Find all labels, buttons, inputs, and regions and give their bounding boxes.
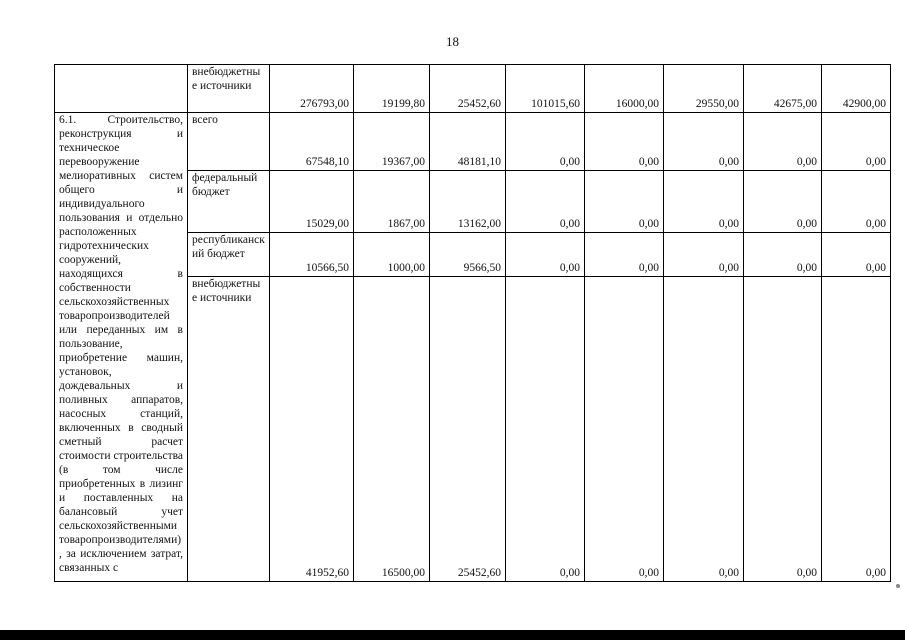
amount-cell: 16000,00 [585, 65, 664, 113]
funding-source: республиканский бюджет [188, 233, 270, 277]
amount-cell: 0,00 [506, 277, 585, 582]
amount-cell: 0,00 [506, 113, 585, 171]
funding-source: федеральный бюджет [188, 171, 270, 233]
amount-cell: 0,00 [822, 113, 891, 171]
amount-cell: 16500,00 [354, 277, 430, 582]
amount-cell: 42900,00 [822, 65, 891, 113]
amount-cell: 0,00 [664, 171, 744, 233]
amount-cell: 0,00 [585, 171, 664, 233]
table-row [55, 113, 891, 171]
amount-cell: 0,00 [506, 233, 585, 277]
amount-cell: 0,00 [744, 113, 822, 171]
amount-cell: 0,00 [585, 113, 664, 171]
scan-speck [896, 584, 900, 588]
amount-cell: 0,00 [822, 277, 891, 582]
amount-cell: 13162,00 [430, 171, 506, 233]
amount-cell: 1867,00 [354, 171, 430, 233]
amount-cell: 48181,10 [430, 113, 506, 171]
amount-cell: 0,00 [664, 233, 744, 277]
funding-source: всего [188, 113, 270, 171]
amount-cell: 15029,00 [270, 171, 354, 233]
table-row [55, 65, 891, 113]
amount-cell: 0,00 [585, 277, 664, 582]
amount-cell: 276793,00 [270, 65, 354, 113]
amount-cell: 10566,50 [270, 233, 354, 277]
amount-cell: 0,00 [506, 171, 585, 233]
amount-cell: 19367,00 [354, 113, 430, 171]
amount-cell: 1000,00 [354, 233, 430, 277]
amount-cell: 0,00 [822, 171, 891, 233]
activity-cell-empty [55, 65, 188, 113]
amount-cell: 0,00 [664, 277, 744, 582]
amount-cell: 101015,60 [506, 65, 585, 113]
scan-bottom-edge [0, 630, 905, 640]
amount-cell: 25452,60 [430, 65, 506, 113]
activity-description: 6.1. Строительство, реконструкция и техническое перевооружение мелиоративных систем общего и индивидуального пользования и отдельно расположенных гидротехнических сооружений, находящихся в собственности сельскохозяйственных товаропроизводителей или переданных им в пользование, приобретение машин, установок, дождевальных и поливных аппаратов, насосных станций, включенных в сводный сметный расчет стоимости строительства (в том числе приобретенных в лизинг и поставленных на балансовый учет сельскохозяйственными товаропроизводителями), за исключением затрат, связанных с [55, 113, 188, 582]
amount-cell: 0,00 [744, 171, 822, 233]
amount-cell: 0,00 [585, 233, 664, 277]
budget-table [54, 64, 891, 582]
amount-cell: 25452,60 [430, 277, 506, 582]
amount-cell: 0,00 [664, 113, 744, 171]
amount-cell: 19199,80 [354, 65, 430, 113]
funding-source: внебюджетные источники [188, 65, 270, 113]
amount-cell: 42675,00 [744, 65, 822, 113]
amount-cell: 29550,00 [664, 65, 744, 113]
amount-cell: 0,00 [744, 233, 822, 277]
amount-cell: 9566,50 [430, 233, 506, 277]
page-number: 18 [446, 34, 459, 49]
funding-source: внебюджетные источники [188, 277, 270, 582]
amount-cell: 0,00 [744, 277, 822, 582]
amount-cell: 0,00 [822, 233, 891, 277]
amount-cell: 67548,10 [270, 113, 354, 171]
amount-cell: 41952,60 [270, 277, 354, 582]
